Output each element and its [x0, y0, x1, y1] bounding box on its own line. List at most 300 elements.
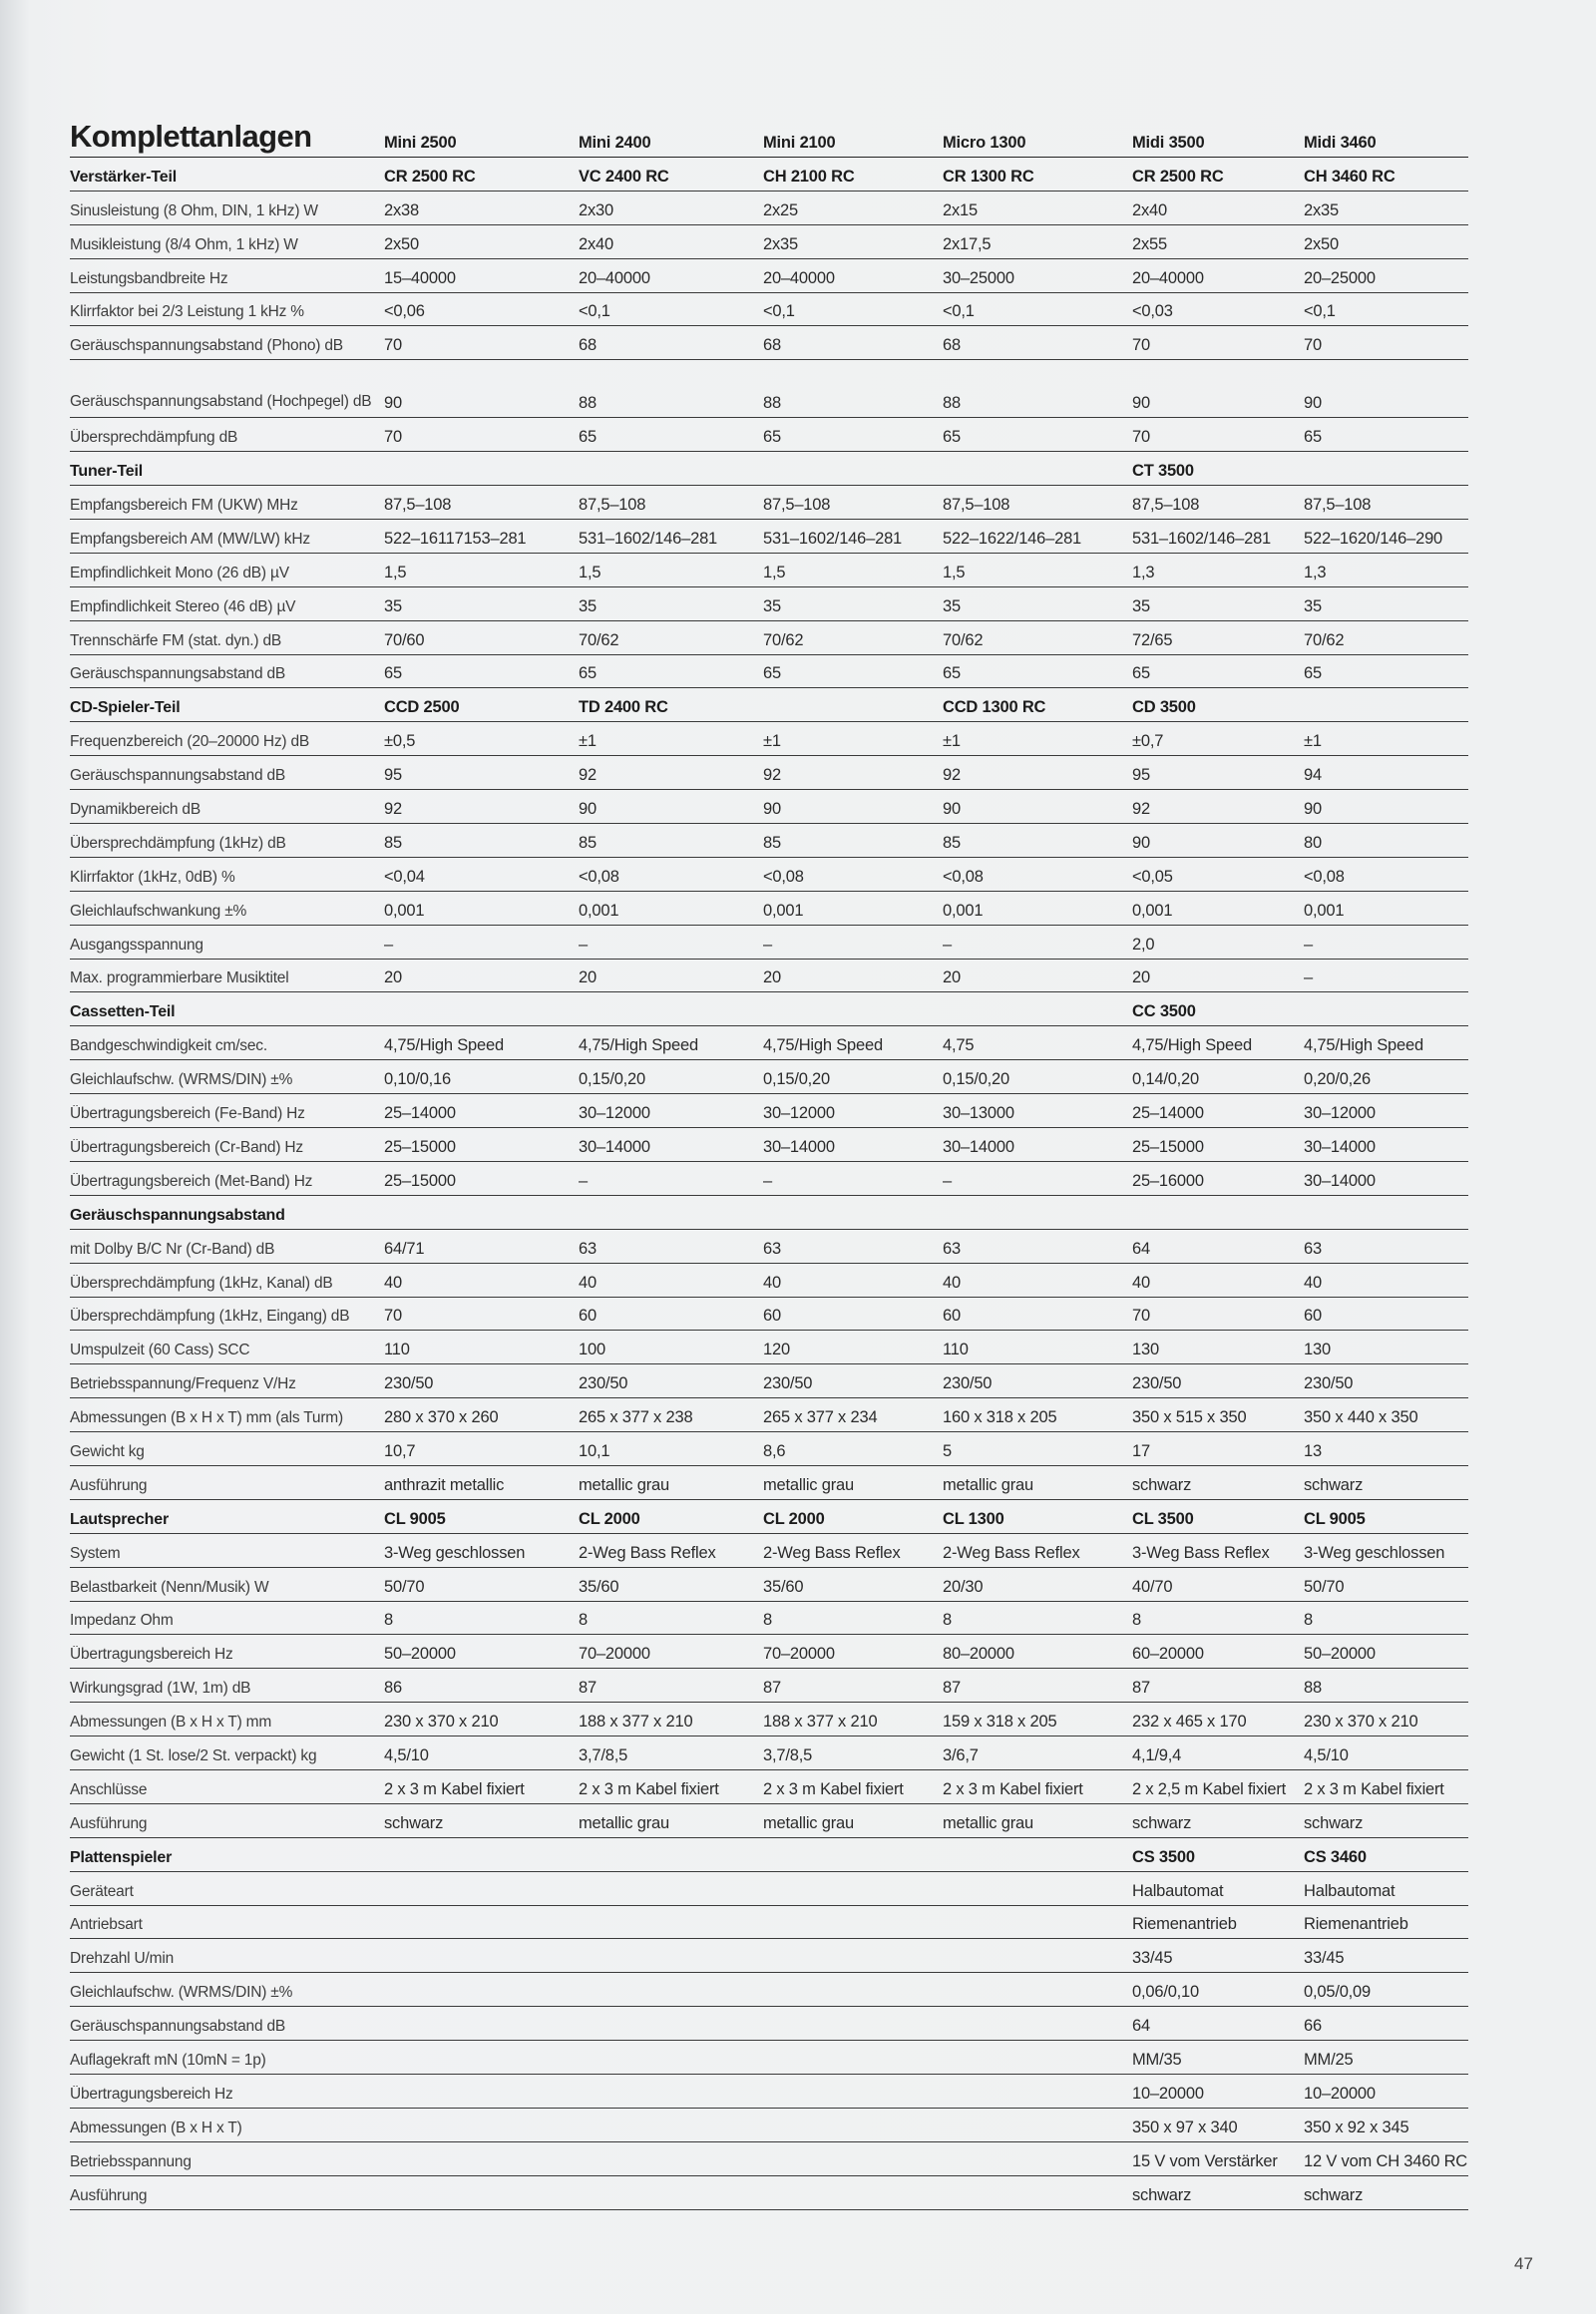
spec-value: 1,5 [579, 563, 601, 581]
spec-value: 3,7/8,5 [763, 1745, 813, 1764]
spec-value: metallic grau [763, 1475, 854, 1494]
table-row [70, 892, 1468, 926]
spec-value: 92 [384, 800, 402, 819]
spec-value [579, 1934, 763, 1938]
spec-value: 350 x 92 x 345 [1304, 2118, 1409, 2136]
spec-label: Belastbarkeit (Nenn/Musik) W [70, 1578, 269, 1596]
spec-label: Klirrfaktor bei 2/3 Leistung 1 kHz % [70, 303, 304, 321]
spec-value: 20 [763, 968, 781, 987]
spec-value: 86 [384, 1679, 402, 1698]
component-model [384, 1867, 579, 1871]
section-row [70, 992, 1468, 1026]
spec-value: 8 [1304, 1611, 1313, 1630]
spec-label: Geräuschspannungsabstand (Hochpegel) dB [70, 393, 372, 411]
spec-value: 2-Weg Bass Reflex [943, 1543, 1080, 1562]
spec-value: 80–20000 [943, 1645, 1014, 1664]
spec-label: Gleichlaufschw. (WRMS/DIN) ±% [70, 1984, 293, 2002]
spec-value: 8 [1132, 1611, 1141, 1630]
spec-value: 230 x 370 x 210 [1304, 1713, 1418, 1732]
component-model [1132, 1225, 1304, 1229]
spec-value: 25–15000 [1132, 1137, 1204, 1156]
component-model [579, 481, 763, 485]
spec-label: Max. programmierbare Musiktitel [70, 969, 289, 987]
spec-label: Geräuschspannungsabstand dB [70, 2018, 286, 2036]
spec-value: 8 [384, 1611, 393, 1630]
spec-label: Gleichlaufschw. (WRMS/DIN) ±% [70, 1071, 293, 1089]
spec-value: 2x38 [384, 200, 419, 219]
spec-value: 70–20000 [763, 1645, 835, 1664]
spec-value: 35/60 [763, 1577, 804, 1596]
spec-value: 30–14000 [943, 1137, 1014, 1156]
spec-value: 90 [1304, 394, 1322, 413]
spec-value: 70 [384, 428, 402, 447]
spec-value [943, 1901, 1132, 1905]
spec-value: 3,7/8,5 [579, 1745, 628, 1764]
component-model [1304, 481, 1468, 485]
spec-value: metallic grau [579, 1475, 669, 1494]
spec-value: 40/70 [1132, 1577, 1173, 1596]
spec-value [579, 2137, 763, 2141]
spec-value: 70 [1304, 336, 1322, 355]
spec-value: 188 x 377 x 210 [763, 1713, 878, 1732]
table-row [70, 554, 1468, 587]
spec-label: Gewicht (1 St. lose/2 St. verpackt) kg [70, 1746, 317, 1764]
spec-value: 90 [1132, 833, 1150, 852]
spec-value: ±1 [763, 732, 781, 751]
spec-value: 110 [384, 1341, 410, 1359]
spec-label: Abmessungen (B x H x T) mm (als Turm) [70, 1409, 343, 1427]
spec-value: 13 [1304, 1441, 1322, 1460]
spec-value [384, 2137, 579, 2141]
spec-value: 60 [763, 1307, 781, 1326]
spec-value: MM/35 [1132, 2050, 1182, 2069]
spec-label: Übertragungsbereich (Cr-Band) Hz [70, 1138, 303, 1156]
spec-value [579, 2036, 763, 2040]
spec-value: 2x17,5 [943, 234, 992, 253]
spec-value: 25–14000 [384, 1104, 456, 1123]
spec-value: 4,75/High Speed [763, 1036, 883, 1055]
spec-label: Ausführung [70, 1476, 148, 1494]
spec-value: 92 [943, 766, 961, 785]
spec-value: 87,5–108 [384, 496, 452, 515]
spec-label: Drehzahl U/min [70, 1950, 175, 1968]
section-label: CD-Spieler-Teil [70, 699, 181, 717]
spec-value: 265 x 377 x 238 [579, 1408, 693, 1427]
spec-label: Antriebsart [70, 1916, 143, 1934]
spec-value: 230/50 [943, 1374, 993, 1393]
spec-value: – [1304, 968, 1313, 987]
component-model [763, 1867, 943, 1871]
spec-table [70, 119, 1468, 2210]
spec-value: 35 [384, 596, 402, 615]
table-row [70, 1026, 1468, 1060]
spec-value: 230/50 [384, 1374, 434, 1393]
spec-label: Abmessungen (B x H x T) [70, 2119, 242, 2136]
spec-value: MM/25 [1304, 2050, 1354, 2069]
spec-value: Halbautomat [1304, 1881, 1396, 1900]
spec-value: metallic grau [763, 1813, 854, 1832]
spec-value: 70/62 [943, 630, 984, 649]
spec-value [763, 1901, 943, 1905]
section-row [70, 1838, 1468, 1872]
spec-label: Ausführung [70, 1814, 148, 1832]
spec-value [579, 2002, 763, 2006]
spec-label: Trennschärfe FM (stat. dyn.) dB [70, 631, 282, 649]
table-row [70, 1466, 1468, 1500]
spec-value: 2x25 [763, 200, 798, 219]
spec-value [763, 2036, 943, 2040]
spec-value: 30–14000 [763, 1137, 835, 1156]
spec-value: 2x35 [1304, 200, 1339, 219]
spec-value: <0,05 [1132, 867, 1173, 886]
spec-value: 87,5–108 [579, 496, 646, 515]
spec-value: schwarz [1132, 1475, 1192, 1494]
spec-value: 280 x 370 x 260 [384, 1408, 499, 1427]
spec-value [579, 2171, 763, 2175]
model-heading: Mini 2500 [384, 134, 457, 152]
spec-value: 2x30 [579, 200, 613, 219]
spec-value: <0,03 [1132, 302, 1173, 321]
spec-value: 65 [384, 664, 402, 683]
component-model: CD 3500 [1132, 698, 1196, 717]
spec-label: Bandgeschwindigkeit cm/sec. [70, 1037, 267, 1055]
spec-value: 85 [579, 833, 597, 852]
spec-label: Übersprechdämpfung (1kHz) dB [70, 834, 286, 852]
spec-label: Übersprechdämpfung dB [70, 429, 238, 447]
spec-value: Halbautomat [1132, 1881, 1224, 1900]
section-label: Verstärker-Teil [70, 168, 177, 186]
spec-value: 4,75/High Speed [1304, 1036, 1423, 1055]
component-model [1304, 1225, 1468, 1229]
table-row [70, 587, 1468, 621]
spec-value: schwarz [1304, 1475, 1364, 1494]
spec-value: 95 [384, 766, 402, 785]
spec-value: 30–13000 [943, 1104, 1014, 1123]
spec-value: 50/70 [384, 1577, 425, 1596]
table-row [70, 1635, 1468, 1669]
spec-value: anthrazit metallic [384, 1475, 505, 1494]
spec-value [943, 2205, 1132, 2209]
spec-value [579, 1901, 763, 1905]
spec-value: metallic grau [943, 1475, 1033, 1494]
spec-value: 70 [1132, 336, 1150, 355]
spec-label: Geräuschspannungsabstand (Phono) dB [70, 337, 343, 355]
spec-value: 70/62 [579, 630, 619, 649]
spec-label: Leistungsbandbreite Hz [70, 269, 228, 287]
model-heading: Mini 2400 [579, 134, 651, 152]
spec-value: metallic grau [943, 1813, 1033, 1832]
spec-value: 87,5–108 [1132, 496, 1200, 515]
spec-value: 120 [763, 1341, 790, 1359]
spec-value: 90 [943, 800, 961, 819]
spec-value: <0,06 [384, 302, 425, 321]
spec-value: ±1 [943, 732, 961, 751]
spec-value: 4,5/10 [1304, 1745, 1349, 1764]
spec-label: Übertragungsbereich (Met-Band) Hz [70, 1172, 313, 1190]
section-label: Plattenspieler [70, 1848, 173, 1866]
page-title: Komplettanlagen [70, 119, 312, 154]
component-model [763, 1225, 943, 1229]
spec-value: – [384, 935, 393, 954]
spec-value: 90 [579, 800, 597, 819]
component-model [763, 1021, 943, 1025]
spec-value: 20–25000 [1304, 268, 1376, 287]
spec-value: – [943, 935, 952, 954]
spec-value: 66 [1304, 2017, 1322, 2036]
spec-value: 68 [763, 336, 781, 355]
spec-value: 65 [579, 428, 597, 447]
spec-value: 2-Weg Bass Reflex [579, 1543, 716, 1562]
spec-value: 1,5 [763, 563, 786, 581]
spec-value [763, 2002, 943, 2006]
spec-value: 531–1602/146–281 [763, 529, 903, 548]
spec-value: 65 [1132, 664, 1150, 683]
spec-value [384, 2104, 579, 2108]
spec-value: 232 x 465 x 170 [1132, 1713, 1247, 1732]
spec-value: 160 x 318 x 205 [943, 1408, 1057, 1427]
spec-value: 87 [943, 1679, 961, 1698]
spec-value: 72/65 [1132, 630, 1173, 649]
spec-value: 15–40000 [384, 268, 456, 287]
spec-value: 25–14000 [1132, 1104, 1204, 1123]
component-model [579, 1867, 763, 1871]
spec-value: 63 [579, 1239, 597, 1258]
spec-label: Musikleistung (8/4 Ohm, 1 kHz) W [70, 235, 298, 253]
spec-value: 2,0 [1132, 935, 1155, 954]
component-model [943, 1021, 1132, 1025]
spec-value: 0,20/0,26 [1304, 1070, 1372, 1089]
component-model: CR 2500 RC [1132, 167, 1224, 186]
spec-value: 1,5 [943, 563, 966, 581]
table-row [70, 2007, 1468, 2041]
spec-value: 88 [763, 394, 781, 413]
spec-value: 0,10/0,16 [384, 1070, 452, 1089]
spec-value [384, 1934, 579, 1938]
spec-value: 2x50 [384, 234, 419, 253]
page-number: 47 [1514, 2254, 1533, 2273]
table-row [70, 1398, 1468, 1432]
spec-value: – [1304, 935, 1313, 954]
section-label: Lautsprecher [70, 1510, 169, 1528]
table-row [70, 326, 1468, 360]
spec-value [943, 1968, 1132, 1972]
table-row [70, 1298, 1468, 1332]
table-row [70, 1128, 1468, 1162]
spec-value: 4,5/10 [384, 1745, 429, 1764]
component-model: CL 9005 [1304, 1509, 1366, 1528]
spec-value [579, 2205, 763, 2209]
spec-value: 70/62 [1304, 630, 1345, 649]
table-row [70, 756, 1468, 790]
component-model: CT 3500 [1132, 462, 1194, 481]
spec-value: 95 [1132, 766, 1150, 785]
spec-value: ±1 [1304, 732, 1322, 751]
spec-value [579, 2070, 763, 2074]
spec-value: 88 [579, 394, 597, 413]
spec-value: 70 [384, 1307, 402, 1326]
component-model: CH 2100 RC [763, 167, 855, 186]
component-model [763, 717, 943, 721]
spec-label: mit Dolby B/C Nr (Cr-Band) dB [70, 1240, 275, 1258]
spec-value: 65 [763, 664, 781, 683]
component-model: CC 3500 [1132, 1002, 1196, 1021]
spec-label: Geräuschspannungsabstand dB [70, 767, 286, 785]
component-model: CL 3500 [1132, 1509, 1194, 1528]
spec-label: Umspulzeit (60 Cass) SCC [70, 1342, 250, 1359]
table-row [70, 1162, 1468, 1196]
spec-value: 230 x 370 x 210 [384, 1713, 499, 1732]
table-row [70, 960, 1468, 993]
spec-value: 130 [1304, 1341, 1331, 1359]
spec-value: 50–20000 [384, 1645, 456, 1664]
spec-value: <0,1 [943, 302, 975, 321]
spec-value [384, 2171, 579, 2175]
spec-value: 188 x 377 x 210 [579, 1713, 693, 1732]
spec-value [943, 2002, 1132, 2006]
spec-value: 5 [943, 1441, 952, 1460]
spec-value: 40 [763, 1273, 781, 1292]
table-row [70, 2176, 1468, 2210]
spec-value: 87 [763, 1679, 781, 1698]
table-row [70, 1364, 1468, 1398]
spec-value: 2x40 [579, 234, 613, 253]
spec-value: 90 [1304, 800, 1322, 819]
spec-value: 30–12000 [1304, 1104, 1376, 1123]
table-row [70, 1602, 1468, 1636]
spec-value [763, 1934, 943, 1938]
spec-value: 522–1622/146–281 [943, 529, 1082, 548]
spec-value: 110 [943, 1341, 969, 1359]
component-model [1304, 717, 1468, 721]
spec-value: 30–14000 [1304, 1171, 1376, 1190]
spec-label: Impedanz Ohm [70, 1612, 174, 1630]
component-model [763, 481, 943, 485]
spec-value: 64/71 [384, 1239, 425, 1258]
spec-value: 70/62 [763, 630, 804, 649]
table-row [70, 1060, 1468, 1094]
component-model: CR 2500 RC [384, 167, 476, 186]
spec-value: 3-Weg geschlossen [384, 1543, 526, 1562]
spec-value: 88 [943, 394, 961, 413]
spec-label: Übersprechdämpfung (1kHz, Kanal) dB [70, 1274, 333, 1292]
spec-value: 40 [1132, 1273, 1150, 1292]
spec-value: 63 [943, 1239, 961, 1258]
table-row [70, 259, 1468, 293]
spec-value: 0,001 [1132, 901, 1173, 920]
section-row [70, 1500, 1468, 1534]
spec-value: 20 [579, 968, 597, 987]
spec-value: 35 [1304, 596, 1322, 615]
spec-value: 35 [763, 596, 781, 615]
component-model [943, 1867, 1132, 1871]
spec-value: 10,1 [579, 1441, 610, 1460]
spec-value [763, 2104, 943, 2108]
spec-value: 4,75/High Speed [1132, 1036, 1252, 1055]
spec-value: 2 x 3 m Kabel fixiert [579, 1779, 719, 1798]
spec-value: 3-Weg geschlossen [1304, 1543, 1445, 1562]
spec-value: 64 [1132, 2017, 1150, 2036]
spec-value: 0,001 [943, 901, 984, 920]
spec-value: 350 x 440 x 350 [1304, 1408, 1418, 1427]
spec-value [763, 2070, 943, 2074]
spec-value: 63 [1304, 1239, 1322, 1258]
spec-value: 20–40000 [1132, 268, 1204, 287]
spec-value: 20/30 [943, 1577, 984, 1596]
section-row [70, 158, 1468, 192]
component-model [384, 1021, 579, 1025]
spec-value: 90 [384, 394, 402, 413]
spec-value: 25–15000 [384, 1171, 456, 1190]
spec-value: 4,1/9,4 [1132, 1745, 1182, 1764]
spec-value [384, 2002, 579, 2006]
spec-value: <0,1 [763, 302, 795, 321]
spec-value: <0,08 [1304, 867, 1345, 886]
spec-value: 90 [763, 800, 781, 819]
spec-value: 12 V vom CH 3460 RC [1304, 2151, 1468, 2170]
spec-value: 40 [1304, 1273, 1322, 1292]
spec-value: – [579, 935, 588, 954]
spec-value: 64 [1132, 1239, 1150, 1258]
spec-value: 30–25000 [943, 268, 1014, 287]
table-row [70, 1736, 1468, 1770]
spec-value: 1,5 [384, 563, 407, 581]
spec-value: 2x55 [1132, 234, 1167, 253]
spec-value [763, 2171, 943, 2175]
spec-value: – [763, 1171, 772, 1190]
spec-value: 8 [763, 1611, 772, 1630]
spec-value: – [579, 1171, 588, 1190]
spec-value: 4,75 [943, 1036, 975, 1055]
spec-value: 230/50 [579, 1374, 628, 1393]
spec-value: Riemenantrieb [1132, 1915, 1237, 1934]
spec-value: 531–1602/146–281 [579, 529, 718, 548]
component-model [579, 1225, 763, 1229]
spec-value [384, 1968, 579, 1972]
section-row [70, 452, 1468, 486]
spec-label: Sinusleistung (8 Ohm, DIN, 1 kHz) W [70, 201, 318, 219]
model-heading: Mini 2100 [763, 134, 836, 152]
spec-value: 40 [384, 1273, 402, 1292]
spec-value: – [763, 935, 772, 954]
spec-value: 0,15/0,20 [943, 1070, 1010, 1089]
table-row [70, 621, 1468, 655]
spec-value: 3-Weg Bass Reflex [1132, 1543, 1270, 1562]
spec-value: 70 [384, 336, 402, 355]
spec-value: schwarz [1304, 1813, 1364, 1832]
spec-value: 40 [943, 1273, 961, 1292]
component-model: CL 1300 [943, 1509, 1004, 1528]
spec-value: 30–12000 [579, 1104, 650, 1123]
spec-label: Anschlüsse [70, 1780, 148, 1798]
spec-value: 94 [1304, 766, 1322, 785]
spec-value: <0,1 [1304, 302, 1336, 321]
table-row [70, 1973, 1468, 2007]
table-row [70, 2041, 1468, 2075]
spec-value [579, 2104, 763, 2108]
spec-value: 10,7 [384, 1441, 416, 1460]
spec-value: schwarz [1304, 2185, 1364, 2204]
spec-value: 8 [579, 1611, 588, 1630]
spec-value: 87,5–108 [1304, 496, 1372, 515]
spec-value: 522–1620/146–290 [1304, 529, 1443, 548]
spec-value: 87 [1132, 1679, 1150, 1698]
spec-value: ±1 [579, 732, 597, 751]
spec-value: 230/50 [763, 1374, 813, 1393]
spec-value: 0,001 [763, 901, 804, 920]
spec-value: 0,06/0,10 [1132, 1983, 1200, 2002]
spec-value: 35 [943, 596, 961, 615]
spec-value: 87,5–108 [943, 496, 1010, 515]
